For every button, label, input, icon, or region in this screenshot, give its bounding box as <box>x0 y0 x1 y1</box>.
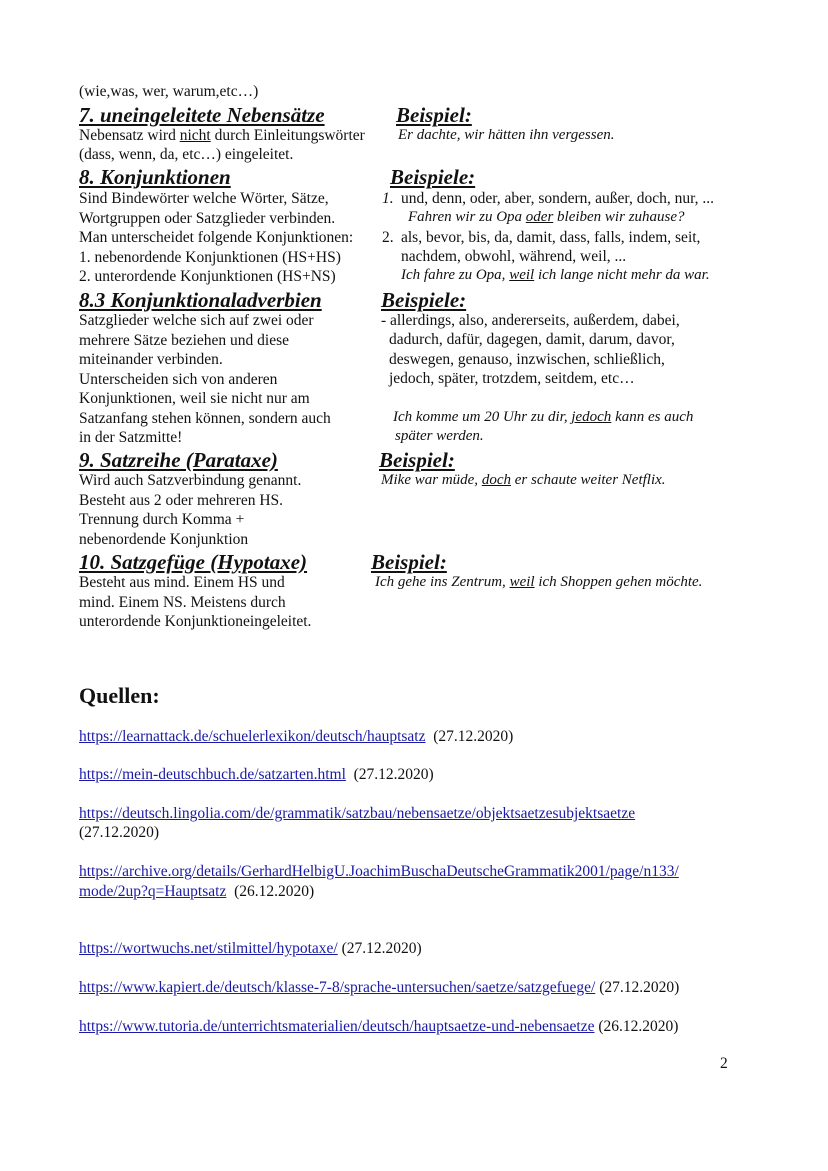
source-entry-6: https://www.kapiert.de/deutsch/klasse-7-8/sprache-untersuchen/saetze/satzgefuege/ (27.12.2020) <box>79 979 680 996</box>
section83-list-line2: dadurch, dafür, dagegen, damit, darum, davor, <box>389 331 675 348</box>
source-entry-4-line2: mode/2up?q=Hauptsatz (26.12.2020) <box>79 883 315 900</box>
section10-example-label: Beispiel: <box>371 550 447 574</box>
source-link-7[interactable]: https://www.tutoria.de/unterrichtsmaterialien/deutsch/hauptsaetze-und-nebensaetze <box>79 1018 595 1035</box>
section10-heading: 10. Satzgefüge (Hypotaxe) <box>79 550 308 574</box>
source-entry-5: https://wortwuchs.net/stilmittel/hypotaxe/ (27.12.2020) <box>79 940 422 957</box>
section9-heading: 9. Satzreihe (Parataxe) <box>79 448 278 472</box>
section9-description: Wird auch Satzverbindung genannt. Besteht aus 2 oder mehreren HS. Trennung durch Komma + nebenordende Konjunktion <box>79 472 302 548</box>
section7-example: Er dachte, wir hätten ihn vergessen. <box>398 127 615 143</box>
section8-list1: und, denn, oder, aber, sondern, außer, doch, nur, ... <box>401 190 715 207</box>
section7-heading: 7. uneingeleitete Nebensätze <box>79 103 325 127</box>
source-link-2[interactable]: https://mein-deutschbuch.de/satzarten.html <box>79 766 346 783</box>
section8-list2-marker: 2. <box>382 229 394 246</box>
section8-example1: Fahren wir zu Opa oder bleiben wir zuhause? <box>408 209 685 225</box>
source-entry-2: https://mein-deutschbuch.de/satzarten.html (27.12.2020) <box>79 766 434 783</box>
source-link-4-part1[interactable]: https://archive.org/details/GerhardHelbigU.JoachimBuschaDeutscheGrammatik2001/page/n133/ <box>79 863 679 880</box>
section7-example-label: Beispiel: <box>396 103 472 127</box>
section83-list-line1: - allerdings, also, andererseits, außerdem, dabei, <box>381 312 680 329</box>
section10-example: Ich gehe ins Zentrum, weil ich Shoppen gehen möchte. <box>375 574 703 590</box>
section8-heading: 8. Konjunktionen <box>79 165 231 189</box>
sources-title: Quellen: <box>79 683 160 708</box>
section83-description: Satzglieder welche sich auf zwei oder mehrere Sätze beziehen und diese miteinander verbinden. Unterscheiden sich von anderen Konjunktionen, weil sie nicht nur am Satzanfang stehen können, sondern auch in der Satzmitte! <box>79 312 331 446</box>
source-entry-7: https://www.tutoria.de/unterrichtsmaterialien/deutsch/hauptsaetze-und-nebensaetze (26.12.2020) <box>79 1018 679 1035</box>
section9-example: Mike war müde, doch er schaute weiter Netflix. <box>381 472 666 488</box>
section83-list-line3: deswegen, genauso, inzwischen, schließlich, <box>389 351 665 368</box>
section9-example-label: Beispiel: <box>379 448 455 472</box>
source-link-6[interactable]: https://www.kapiert.de/deutsch/klasse-7-8/sprache-untersuchen/saetze/satzgefuege/ <box>79 979 596 996</box>
section83-heading: 8.3 Konjunktionaladverbien <box>79 288 322 312</box>
section7-desc-line2: (dass, wenn, da, etc…) eingeleitet. <box>79 146 294 163</box>
section8-example2: Ich fahre zu Opa, weil ich lange nicht mehr da war. <box>401 267 710 283</box>
section8-list2-line1: als, bevor, bis, da, damit, dass, falls, indem, seit, <box>401 229 701 246</box>
source-link-1[interactable]: https://learnattack.de/schuelerlexikon/deutsch/hauptsatz <box>79 728 426 745</box>
section8-list2-line2: nachdem, obwohl, während, weil, ... <box>401 248 627 265</box>
source-entry-4-line1 <box>79 862 679 882</box>
section10-description: Besteht aus mind. Einem HS und mind. Einem NS. Meistens durch unterordende Konjunktioneingeleitet. <box>79 574 312 630</box>
section8-example-label: Beispiele: <box>390 165 476 189</box>
source-link-4-part2[interactable]: mode/2up?q=Hauptsatz <box>79 883 227 900</box>
section83-example-line1: Ich komme um 20 Uhr zu dir, jedoch kann es auch <box>393 409 694 425</box>
section8-description: Sind Bindewörter welche Wörter, Sätze, Wortgruppen oder Satzglieder verbinden. Man unterscheidet folgende Konjunktionen: 1. nebenordende Konjunktionen (HS+HS) 2. unterordende Konjunktionen (HS+NS) <box>79 190 354 285</box>
source-link-3[interactable]: https://deutsch.lingolia.com/de/grammatik/satzbau/nebensaetze/objektsaetzesubjektsaetze <box>79 805 636 822</box>
source-link-5[interactable]: https://wortwuchs.net/stilmittel/hypotaxe/ <box>79 940 338 957</box>
section8-list1-marker: 1. <box>382 190 394 207</box>
section83-example-label: Beispiele: <box>381 288 467 312</box>
section7-desc-line1: Nebensatz wird nicht durch Einleitungswörter <box>79 127 365 144</box>
source-entry-3 <box>79 804 635 824</box>
intro-line: (wie,was, wer, warum,etc…) <box>79 83 259 100</box>
page-number: 2 <box>720 1055 728 1072</box>
source-date-3: (27.12.2020) <box>79 824 160 841</box>
section83-example-line2: später werden. <box>395 428 484 444</box>
section83-list-line4: jedoch, später, trotzdem, seitdem, etc… <box>389 370 635 387</box>
source-entry-1: https://learnattack.de/schuelerlexikon/deutsch/hauptsatz (27.12.2020) <box>79 728 514 745</box>
